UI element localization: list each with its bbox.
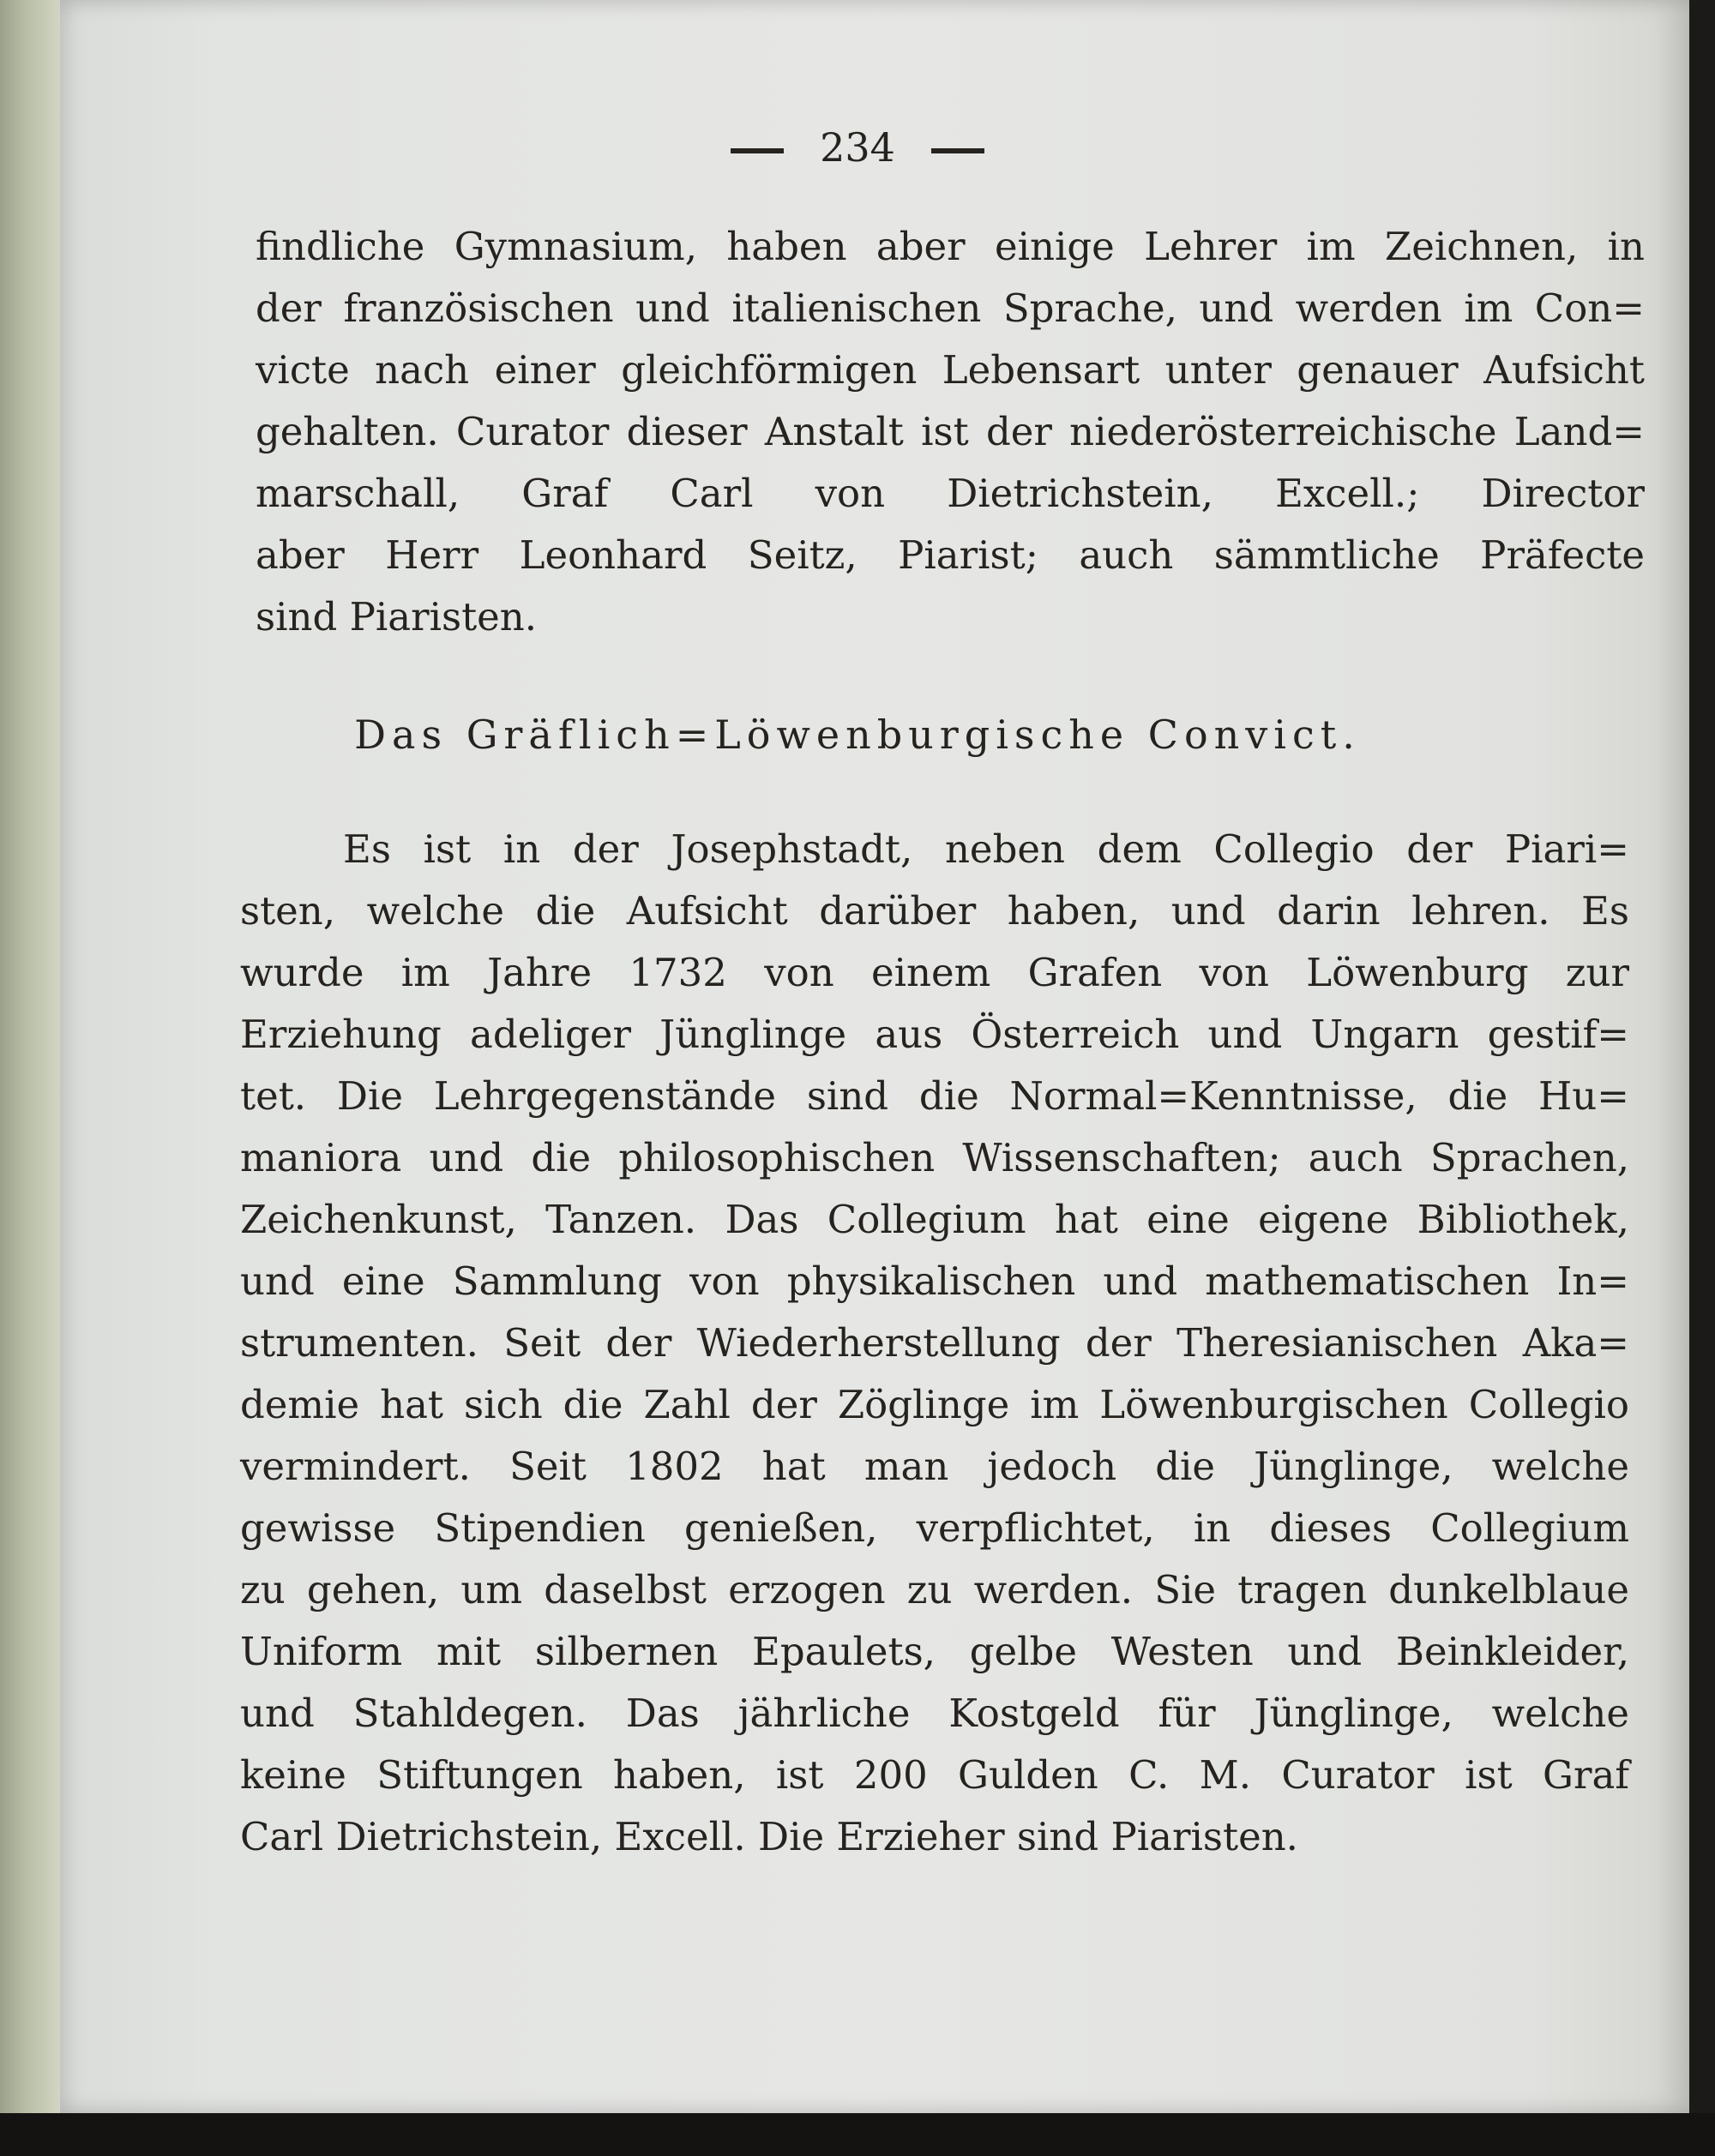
paragraph-2-line: demie hat sich die Zahl der Zöglinge im Löwenburgischen Collegio [240, 1382, 1629, 1427]
paragraph-2-line: und Stahldegen. Das jährliche Kostgeld für Jünglinge, welche [240, 1691, 1629, 1736]
paragraph-2-line: maniora und die philosophischen Wissenschaften; auch Sprachen, [240, 1135, 1629, 1180]
paragraph-1-line: marschall, Graf Carl von Dietrichstein, Excell.; Director [256, 471, 1645, 516]
page-number [0, 124, 1715, 171]
paragraph-2-line: vermindert. Seit 1802 hat man jedoch die Jünglinge, welche [240, 1444, 1629, 1489]
paragraph-1-line: gehalten. Curator dieser Anstalt ist der niederösterreichische Land= [256, 409, 1645, 454]
paragraph-2-line: wurde im Jahre 1732 von einem Grafen von Löwenburg zur [240, 950, 1629, 995]
paragraph-2-line: gewisse Stipendien genießen, verpflichtet, in dieses Collegium [240, 1505, 1629, 1551]
paragraph-2-line: sten, welche die Aufsicht darüber haben, und darin lehren. Es [240, 888, 1629, 934]
paragraph-2-line: Zeichenkunst, Tanzen. Das Collegium hat eine eigene Bibliothek, [240, 1197, 1629, 1242]
section-heading: Das Gräflich=Löwenburgische Convict. [354, 712, 1361, 758]
paragraph-2-line: strumenten. Seit der Wiederherstellung der Theresianischen Aka= [240, 1320, 1629, 1366]
paragraph-2-line: Uniform mit silbernen Epaulets, gelbe Westen und Beinkleider, [240, 1629, 1629, 1674]
right-dash [931, 148, 984, 153]
paragraph-2-line: keine Stiftungen haben, ist 200 Gulden C. M. Curator ist Graf [240, 1752, 1629, 1798]
paragraph-1-line: victe nach einer gleichförmigen Lebensart unter genauer Aufsicht [256, 347, 1645, 393]
paragraph-1-line: findliche Gymnasium, haben aber einige Lehrer im Zeichnen, in [256, 224, 1645, 269]
paragraph-2-line: Es ist in der Josephstadt, neben dem Collegio der Piari= [343, 826, 1629, 872]
paragraph-2-line: tet. Die Lehrgegenstände sind die Normal=Kenntnisse, die Hu= [240, 1073, 1629, 1119]
page-number-text: 234 [820, 124, 895, 171]
left-dash [731, 148, 784, 153]
dark-background-strip [0, 2113, 1715, 2156]
paragraph-2-line: Erziehung adeliger Jünglinge aus Österreich und Ungarn gestif= [240, 1012, 1629, 1057]
paragraph-1-line: der französischen und italienischen Sprache, und werden im Con= [256, 285, 1645, 331]
paragraph-1-line: sind Piaristen. [256, 594, 538, 640]
paragraph-1 [256, 216, 1645, 648]
paragraph-2-line: zu gehen, um daselbst erzogen zu werden. Sie tragen dunkelblaue [240, 1567, 1629, 1612]
book-page-stack-edge [0, 0, 69, 2117]
paragraph-2-line: und eine Sammlung von physikalischen und mathematischen In= [240, 1258, 1629, 1304]
paragraph-2 [240, 819, 1629, 1868]
paragraph-2-line: Carl Dietrichstein, Excell. Die Erzieher sind Piaristen. [240, 1814, 1298, 1859]
paragraph-1-line: aber Herr Leonhard Seitz, Piarist; auch sämmtliche Präfecte [256, 532, 1645, 578]
